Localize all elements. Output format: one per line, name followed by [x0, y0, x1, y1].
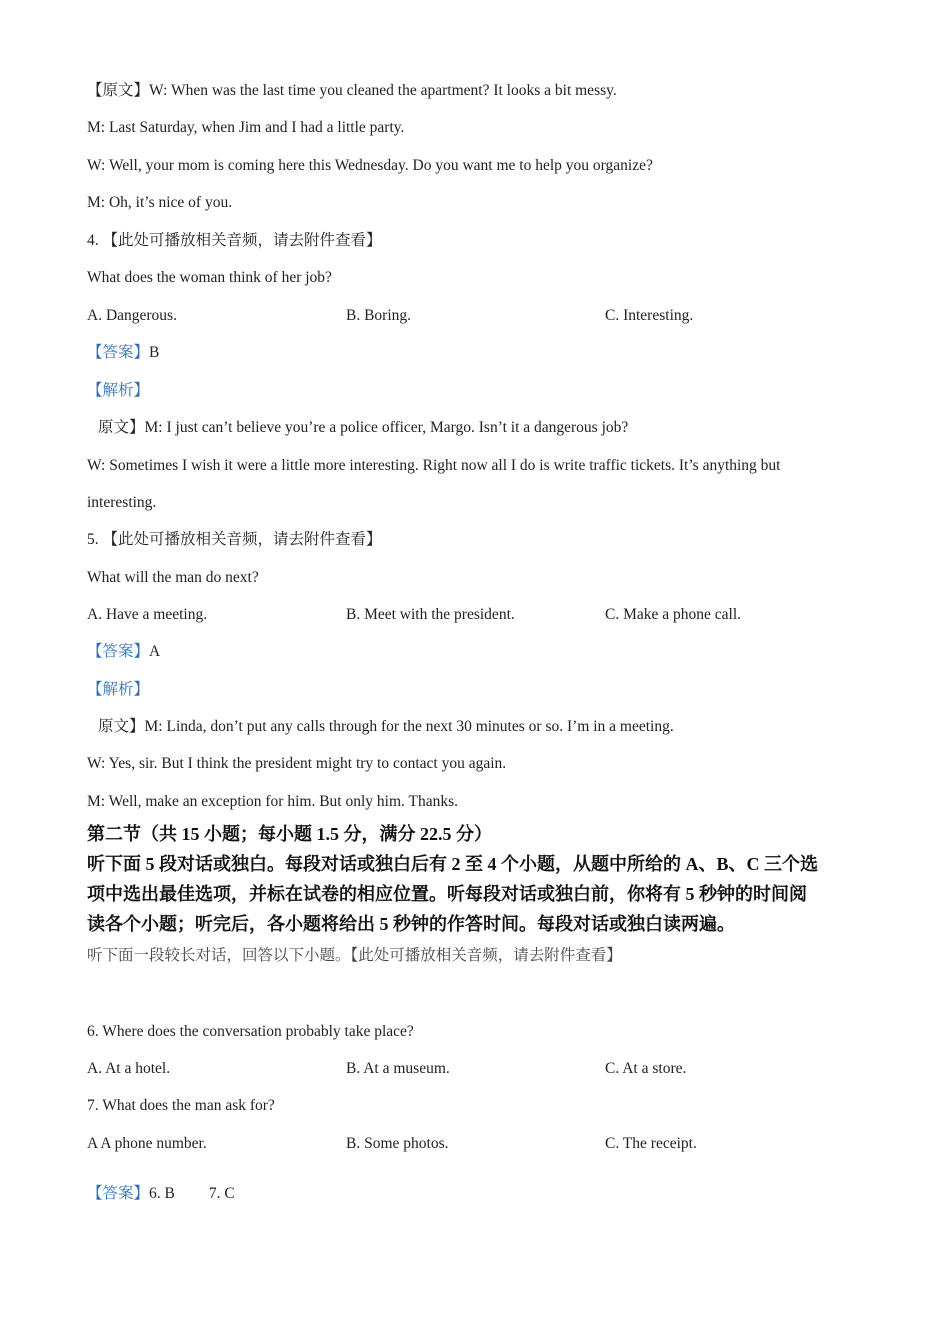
transcript-line: W: Well, your mom is coming here this Wednesday. Do you want me to help you organize?	[87, 157, 653, 174]
section-title: 第二节（共 15 小题；每小题 1.5 分，满分 22.5 分）	[87, 824, 492, 844]
transcript-line: M: Oh, it’s nice of you.	[87, 194, 233, 211]
question-6-text: 6. Where does the conversation probably take place?	[87, 1023, 414, 1040]
audio-note: 听下面一段较长对话，回答以下小题。【此处可播放相关音频，请去附件查看】	[87, 947, 622, 964]
analysis-tag: 【解析】	[87, 681, 150, 698]
answer-value: 7. C	[208, 1185, 235, 1202]
question-5-header: 5. 【此处可播放相关音频，请去附件查看】	[87, 531, 382, 548]
option-c: C. At a store.	[605, 1060, 687, 1077]
transcript-line: 【原文】W: When was the last time you cleaned the apartment? It looks a bit messy.	[87, 82, 617, 99]
answer-line	[87, 343, 159, 363]
transcript-line: M: Last Saturday, when Jim and I had a little party.	[87, 119, 405, 136]
option-a: A. Dangerous.	[87, 307, 177, 324]
option-c: C. The receipt.	[605, 1135, 697, 1152]
question-4-header: 4. 【此处可播放相关音频，请去附件查看】	[87, 232, 382, 249]
transcript-line: W: Sometimes I wish it were a little more interesting. Right now all I do is write traffic tickets. It’s anything but	[87, 457, 781, 474]
option-b: B. Boring.	[346, 307, 412, 324]
option-b: B. Some photos.	[346, 1135, 449, 1152]
original-text-tag: 【原文】	[87, 82, 150, 99]
option-b: B. Meet with the president.	[346, 606, 515, 623]
transcript-line: 原文】M: I just can’t believe you’re a police officer, Margo. Isn’t it a dangerous job?	[98, 419, 629, 436]
section-instructions: 读各个小题；听完后，各小题将给出 5 秒钟的作答时间。每段对话或独白读两遍。	[87, 914, 735, 934]
answer-line	[87, 642, 160, 662]
answer-tag: 【答案】	[87, 643, 150, 660]
analysis-tag: 【解析】	[87, 382, 150, 399]
option-c: C. Make a phone call.	[605, 606, 742, 623]
option-a: A. At a hotel.	[87, 1060, 171, 1077]
section-instructions: 听下面 5 段对话或独白。每段对话或独白后有 2 至 4 个小题，从题中所给的 A、B、C 三个选	[87, 854, 819, 874]
question-7-text: 7. What does the man ask for?	[87, 1097, 275, 1114]
answer-value: A	[149, 643, 161, 660]
answer-value: 6. B	[149, 1185, 175, 1202]
transcript-line: W: Yes, sir. But I think the president might try to contact you again.	[87, 755, 507, 772]
transcript-line: 原文】M: Linda, don’t put any calls through for the next 30 minutes or so. I’m in a meeting.	[98, 718, 674, 735]
answer-tag: 【答案】	[87, 1185, 150, 1202]
question-4-text: What does the woman think of her job?	[87, 269, 332, 286]
transcript-line: interesting.	[87, 494, 157, 511]
answer-line	[87, 1184, 235, 1204]
answer-value: B	[149, 344, 160, 361]
option-b: B. At a museum.	[346, 1060, 450, 1077]
option-c: C. Interesting.	[605, 307, 694, 324]
answer-tag: 【答案】	[87, 344, 150, 361]
section-instructions: 项中选出最佳选项，并标在试卷的相应位置。听每段对话或独白前，你将有 5 秒钟的时间阅	[87, 884, 807, 904]
question-5-text: What will the man do next?	[87, 569, 259, 586]
option-a: A. Have a meeting.	[87, 606, 208, 623]
option-a: A A phone number.	[87, 1135, 207, 1152]
transcript-line: M: Well, make an exception for him. But only him. Thanks.	[87, 793, 458, 810]
